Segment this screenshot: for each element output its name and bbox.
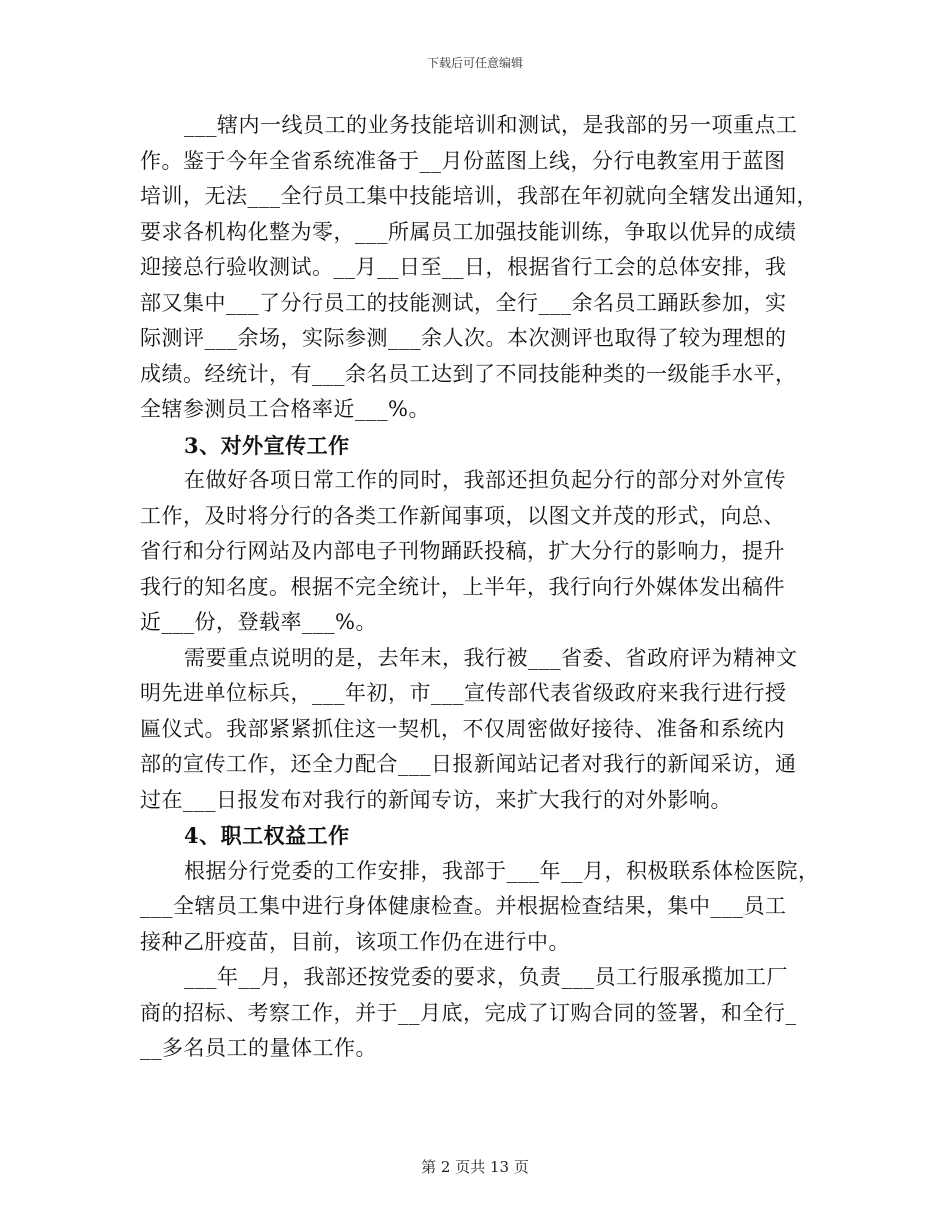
document-body [140, 108, 820, 1067]
paragraph-line: 培训，无法___全行员工集中技能培训，我部在年初就向全辖发出通知， [140, 184, 818, 208]
paragraph-line: 商的招标、考察工作，并于__月底，完成了订购合同的签署，和全行_ [140, 1000, 797, 1025]
paragraph-line: 全辖参测员工合格率近___%。 [140, 397, 430, 421]
paragraph-line: 工作，及时将分行的各类工作新闻事项，以图文并茂的形式，向总、 [140, 503, 785, 528]
paragraph-line: 明先进单位标兵，___年初，市___宣传部代表省级政府来我行进行授 [140, 681, 787, 705]
paragraph-line: 根据分行党委的工作安排，我部于___年__月，积极联系体检医院， [184, 858, 820, 883]
paragraph-line: 际测评___余场，实际参测___余人次。本次测评也取得了较为理想的 [140, 326, 787, 350]
paragraph-line: 近___份，登载率___%。 [140, 610, 377, 634]
paragraph-line: 我行的知名度。根据不完全统计，上半年，我行向行外媒体发出稿件 [140, 574, 785, 599]
paragraph-line: 需要重点说明的是，去年末，我行被___省委、省政府评为精神文 [184, 645, 798, 670]
paragraph-line: 部的宣传工作，还全力配合___日报新闻站记者对我行的新闻采访，通 [140, 752, 797, 776]
paragraph-line: __多名员工的量体工作。 [140, 1036, 377, 1060]
paragraph-line: 在做好各项日常工作的同时，我部还担负起分行的部分对外宣传 [184, 468, 786, 492]
paragraph-line: 省行和分行网站及内部电子刊物踊跃投稿，扩大分行的影响力，提升 [140, 539, 785, 563]
paragraph-line: ___辖内一线员工的业务技能培训和测试，是我部的另一项重点工 [184, 113, 798, 137]
paragraph-line: 要求各机构化整为零，___所属员工加强技能训练，争取以优异的成绩 [140, 219, 797, 244]
paragraph-line: 过在___日报发布对我行的新闻专访，来扩大我行的对外影响。 [140, 787, 732, 812]
paragraph-line: 部又集中___了分行员工的技能测试，全行___余名员工踊跃参加，实 [140, 290, 787, 315]
section-heading-3: 3、对外宣传工作 [184, 432, 350, 458]
paragraph-line: ___年__月，我部还按党委的要求，负责___员工行服承揽加工厂 [184, 965, 788, 989]
paragraph-line: ___全辖员工集中进行身体健康检查。并根据检查结果，集中___员工 [140, 894, 787, 918]
page-footer: 第 2 页共 13 页 [421, 1158, 529, 1176]
paragraph-line: 匾仪式。我部紧紧抓住这一契机，不仅周密做好接待、准备和系统内 [140, 716, 785, 741]
paragraph-line: 成绩。经统计，有___余名员工达到了不同技能种类的一级能手水平， [140, 361, 797, 386]
section-heading-4: 4、职工权益工作 [184, 823, 350, 848]
paragraph-line: 作。鉴于今年全省系统准备于__月份蓝图上线，分行电教室用于蓝图 [140, 148, 786, 173]
paragraph-line: 迎接总行验收测试。__月__日至__日，根据省行工会的总体安排，我 [140, 255, 787, 279]
page-header: 下载后可任意编辑 [426, 56, 523, 70]
paragraph-line: 接种乙肝疫苗，目前，该项工作仍在进行中。 [140, 929, 570, 954]
